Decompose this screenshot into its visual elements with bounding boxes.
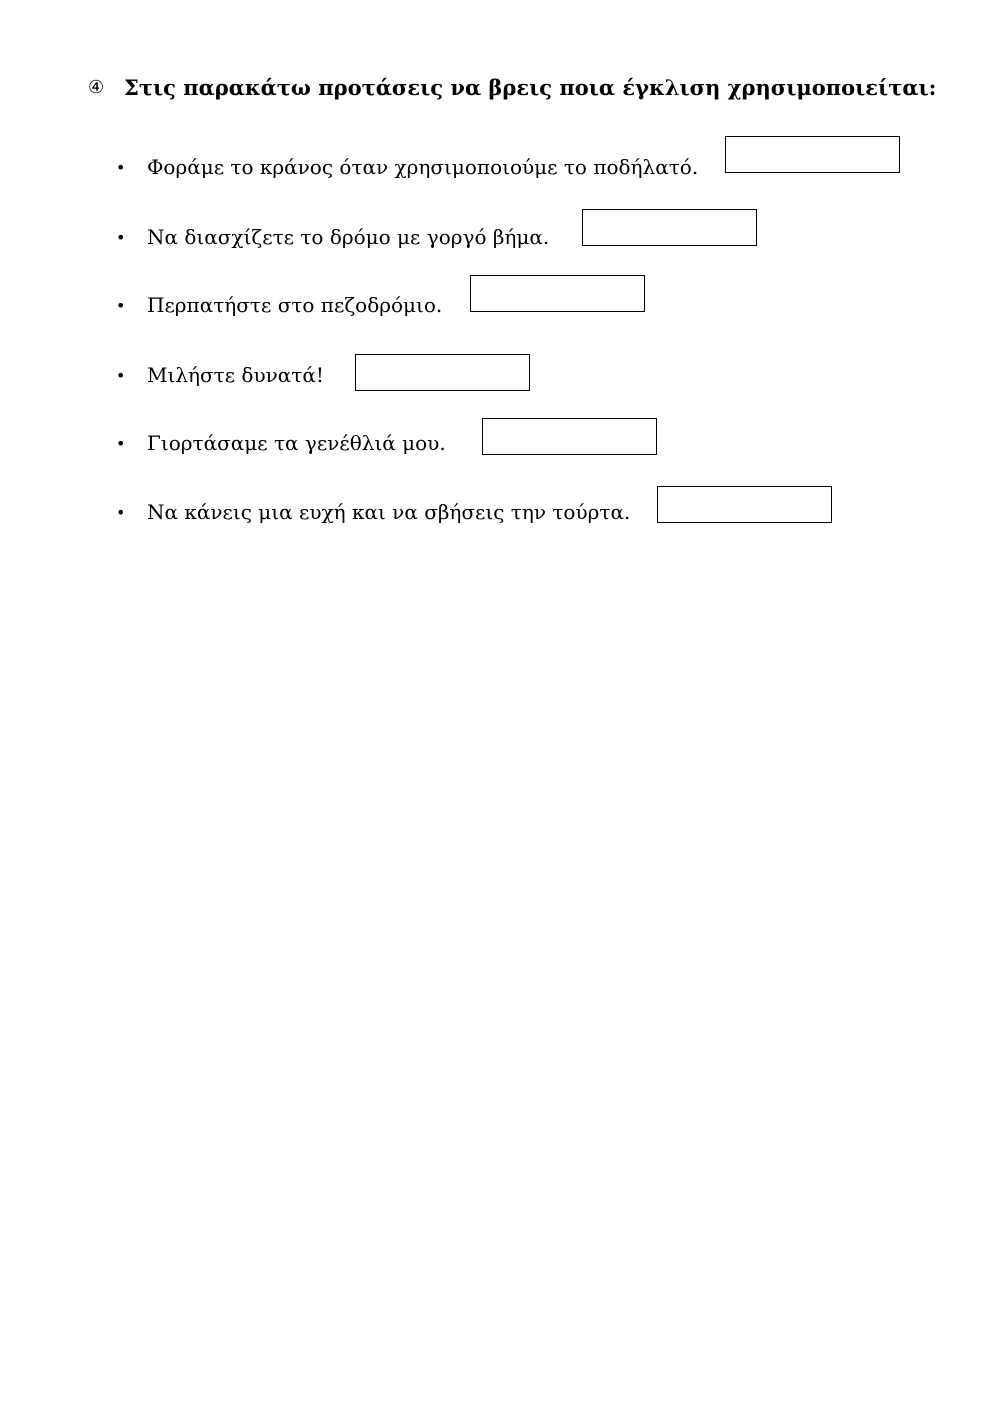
bullet: • xyxy=(116,502,126,522)
bullet: • xyxy=(116,433,126,453)
bullet: • xyxy=(116,227,126,247)
answer-box-2[interactable] xyxy=(582,209,757,246)
list-item xyxy=(116,290,442,320)
list-item xyxy=(116,360,324,390)
answer-box-1[interactable] xyxy=(725,136,900,173)
answer-box-3[interactable] xyxy=(470,275,645,312)
exercise-number: ④ xyxy=(88,76,105,98)
sentence-text: Περπατήστε στο πεζοδρόμιο. xyxy=(147,293,443,317)
exercise-heading xyxy=(88,72,936,102)
bullet: • xyxy=(116,365,126,385)
list-item xyxy=(116,428,446,458)
sentence-text: Φοράμε το κράνος όταν χρησιμοποιούμε το ποδήλατό. xyxy=(147,155,699,179)
list-item xyxy=(116,222,549,252)
sentence-text: Να διασχίζετε το δρόμο με γοργό βήμα. xyxy=(147,225,550,249)
bullet: • xyxy=(116,295,126,315)
answer-box-5[interactable] xyxy=(482,418,657,455)
exercise-title: Στις παρακάτω προτάσεις να βρεις ποια έγκλιση χρησιμοποιείται: xyxy=(124,74,937,100)
sentence-text: Γιορτάσαμε τα γενέθλιά μου. xyxy=(147,431,446,455)
bullet: • xyxy=(116,157,126,177)
answer-box-4[interactable] xyxy=(355,354,530,391)
sentence-text: Μιλήστε δυνατά! xyxy=(147,363,324,387)
list-item xyxy=(116,497,630,527)
sentence-text: Να κάνεις μια ευχή και να σβήσεις την τούρτα. xyxy=(147,500,631,524)
list-item xyxy=(116,152,698,182)
answer-box-6[interactable] xyxy=(657,486,832,523)
